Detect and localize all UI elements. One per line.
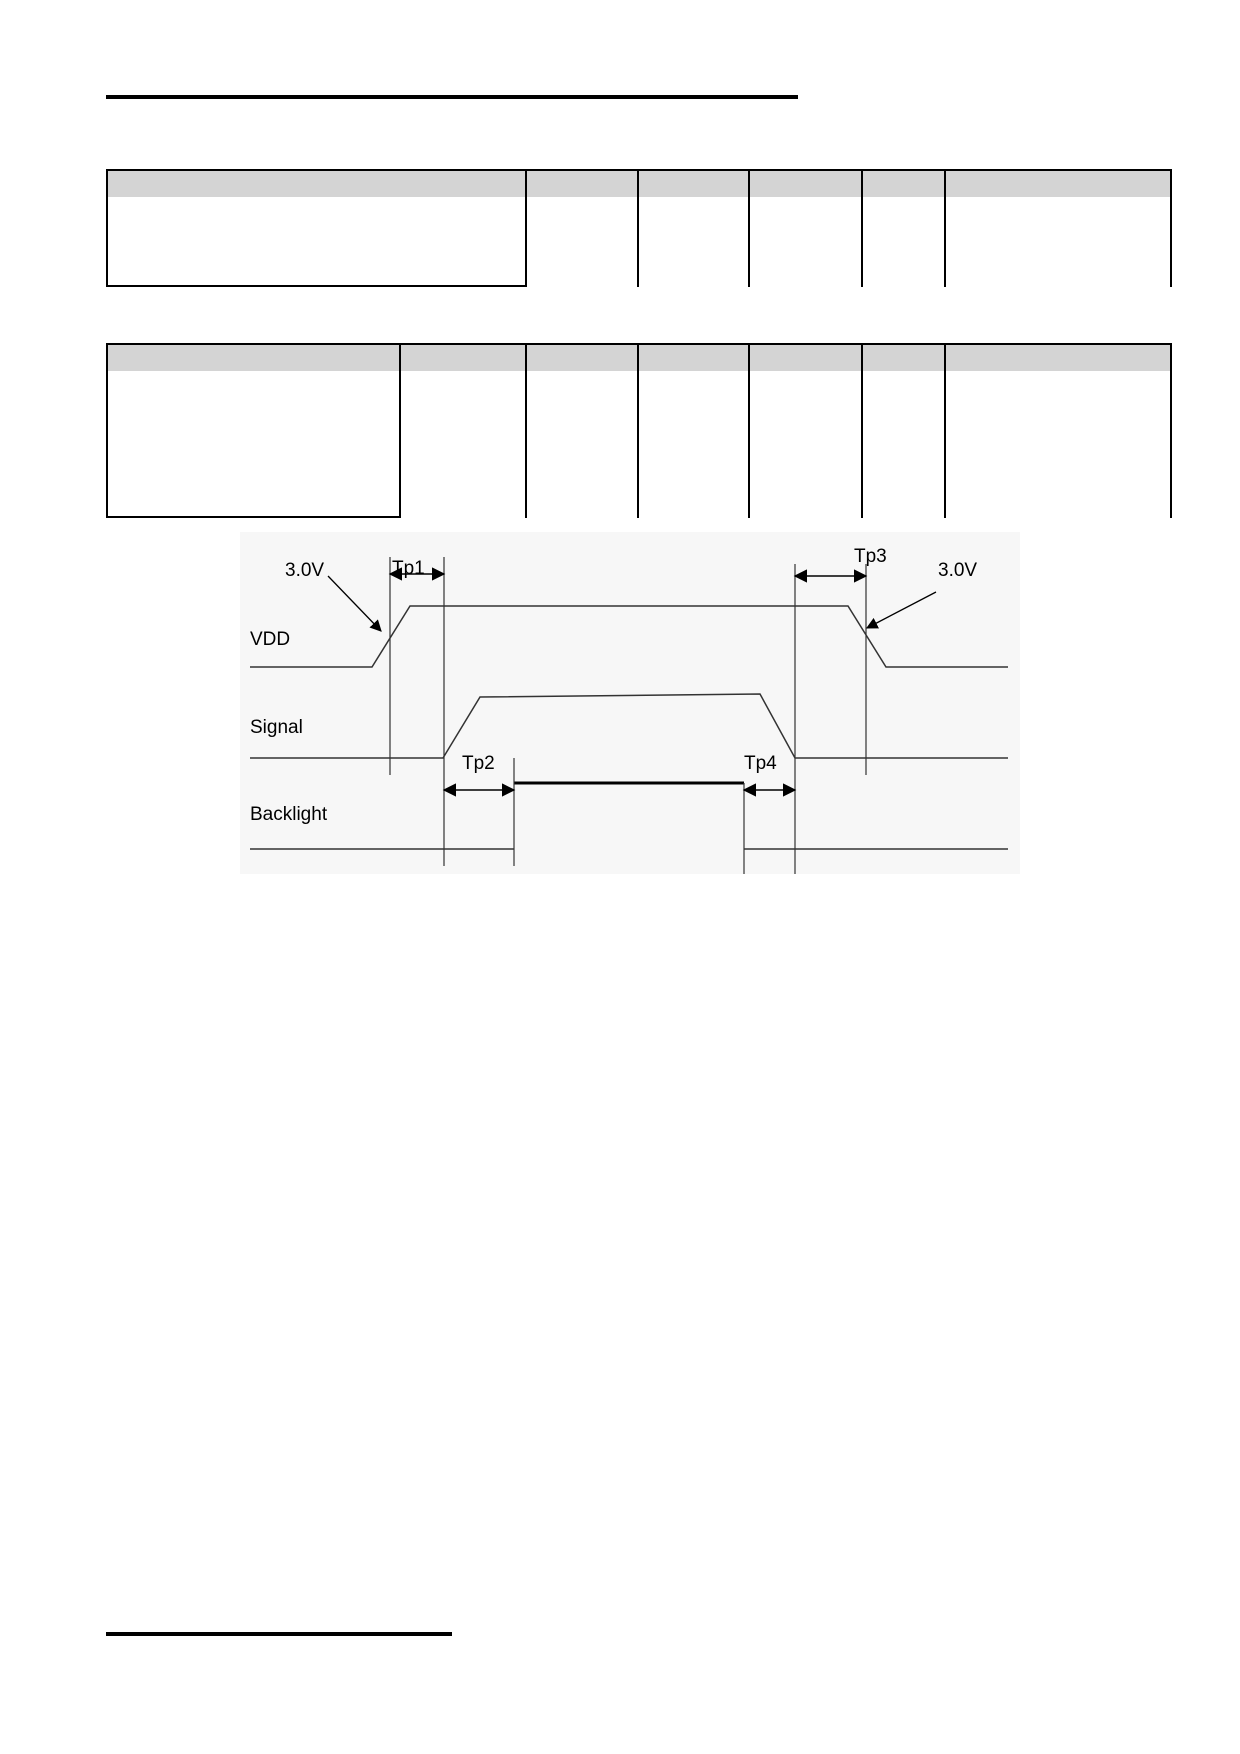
tp1-label: Tp1 — [392, 558, 425, 579]
tp2-label: Tp2 — [462, 753, 495, 774]
threshold-right-label: 3.0V — [938, 560, 978, 581]
vdd-label: VDD — [250, 629, 291, 650]
tp3-label: Tp3 — [854, 546, 887, 567]
footer-rule — [106, 1632, 452, 1636]
threshold-left-label: 3.0V — [285, 560, 325, 581]
backlight-label: Backlight — [250, 804, 328, 825]
tp4-label: Tp4 — [744, 753, 777, 774]
diagram-background — [240, 532, 1020, 874]
signal-label: Signal — [250, 717, 303, 738]
